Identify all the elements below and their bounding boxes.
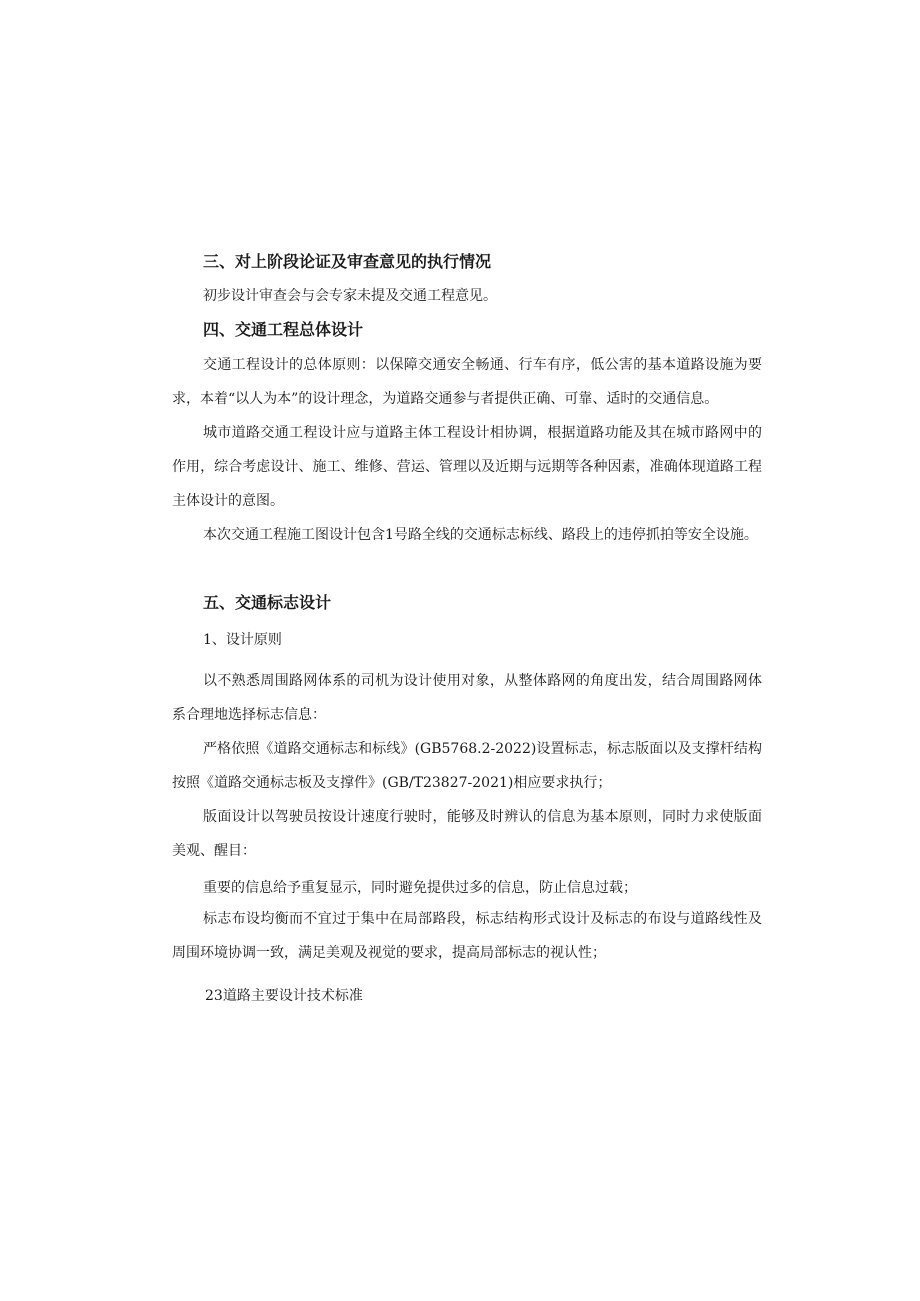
section-4-heading: 四、交通工程总体设计 (203, 320, 364, 339)
section-4-paragraph-3-block (172, 518, 762, 552)
footer-section-title: 23道路主要设计技术标准 (205, 988, 363, 1004)
section-5-paragraph-3: 版面设计以驾驶员按设计速度行驶时，能够及时辨认的信息为基本原则，同时力求使版面美观、醒目： (172, 809, 762, 859)
section-5-paragraph-2-block (172, 732, 762, 800)
section-3-heading: 三、对上阶段论证及审查意见的执行情况 (203, 252, 492, 271)
section-5-subheading: 1、设计原则 (203, 632, 282, 648)
section-5-paragraph-3-block (172, 800, 762, 868)
section-4-paragraph-2-block (172, 416, 762, 518)
section-3-paragraph: 初步设计审查会与会专家未提及交通工程意见。 (203, 288, 497, 304)
section-5-paragraph-1: 以不熟悉周围路网体系的司机为设计使用对象，从整体路网的角度出发，结合周围路网体系合理地选择标志信息： (172, 673, 762, 723)
section-5-paragraph-4: 重要的信息给予重复显示，同时避免提供过多的信息，防止信息过载； (203, 880, 637, 896)
section-4-paragraph-1: 交通工程设计的总体原则：以保障交通安全畅通、行车有序，低公害的基本道路设施为要求，本着“以人为本”的设计理念，为道路交通参与者提供正确、可靠、适时的交通信息。 (172, 357, 762, 407)
section-4-paragraph-2: 城市道路交通工程设计应与道路主体工程设计相协调，根据道路功能及其在城市路网中的作用，综合考虑设计、施工、维修、营运、管理以及近期与远期等各种因素，准确体现道路工程主体设计的意图。 (172, 425, 762, 509)
section-5-paragraph-2: 严格依照《道路交通标志和标线》(GB5768.2-2022)设置标志，标志版面以及支撑杆结构按照《道路交通标志板及支撑件》(GB/T23827-2021)相应要求执行； (172, 741, 762, 791)
section-5-heading: 五、交通标志设计 (203, 593, 332, 612)
section-5-paragraph-1-block (172, 664, 762, 732)
section-5-paragraph-5-block (172, 902, 762, 970)
section-4-paragraph-3: 本次交通工程施工图设计包含1号路全线的交通标志标线、路段上的违停抓拍等安全设施。 (203, 527, 758, 543)
section-5-paragraph-5: 标志布设均衡而不宜过于集中在局部路段，标志结构形式设计及标志的布设与道路线性及周围环境协调一致，满足美观及视觉的要求，提高局部标志的视认性； (172, 911, 762, 961)
section-4-paragraph-1-block (172, 348, 762, 416)
